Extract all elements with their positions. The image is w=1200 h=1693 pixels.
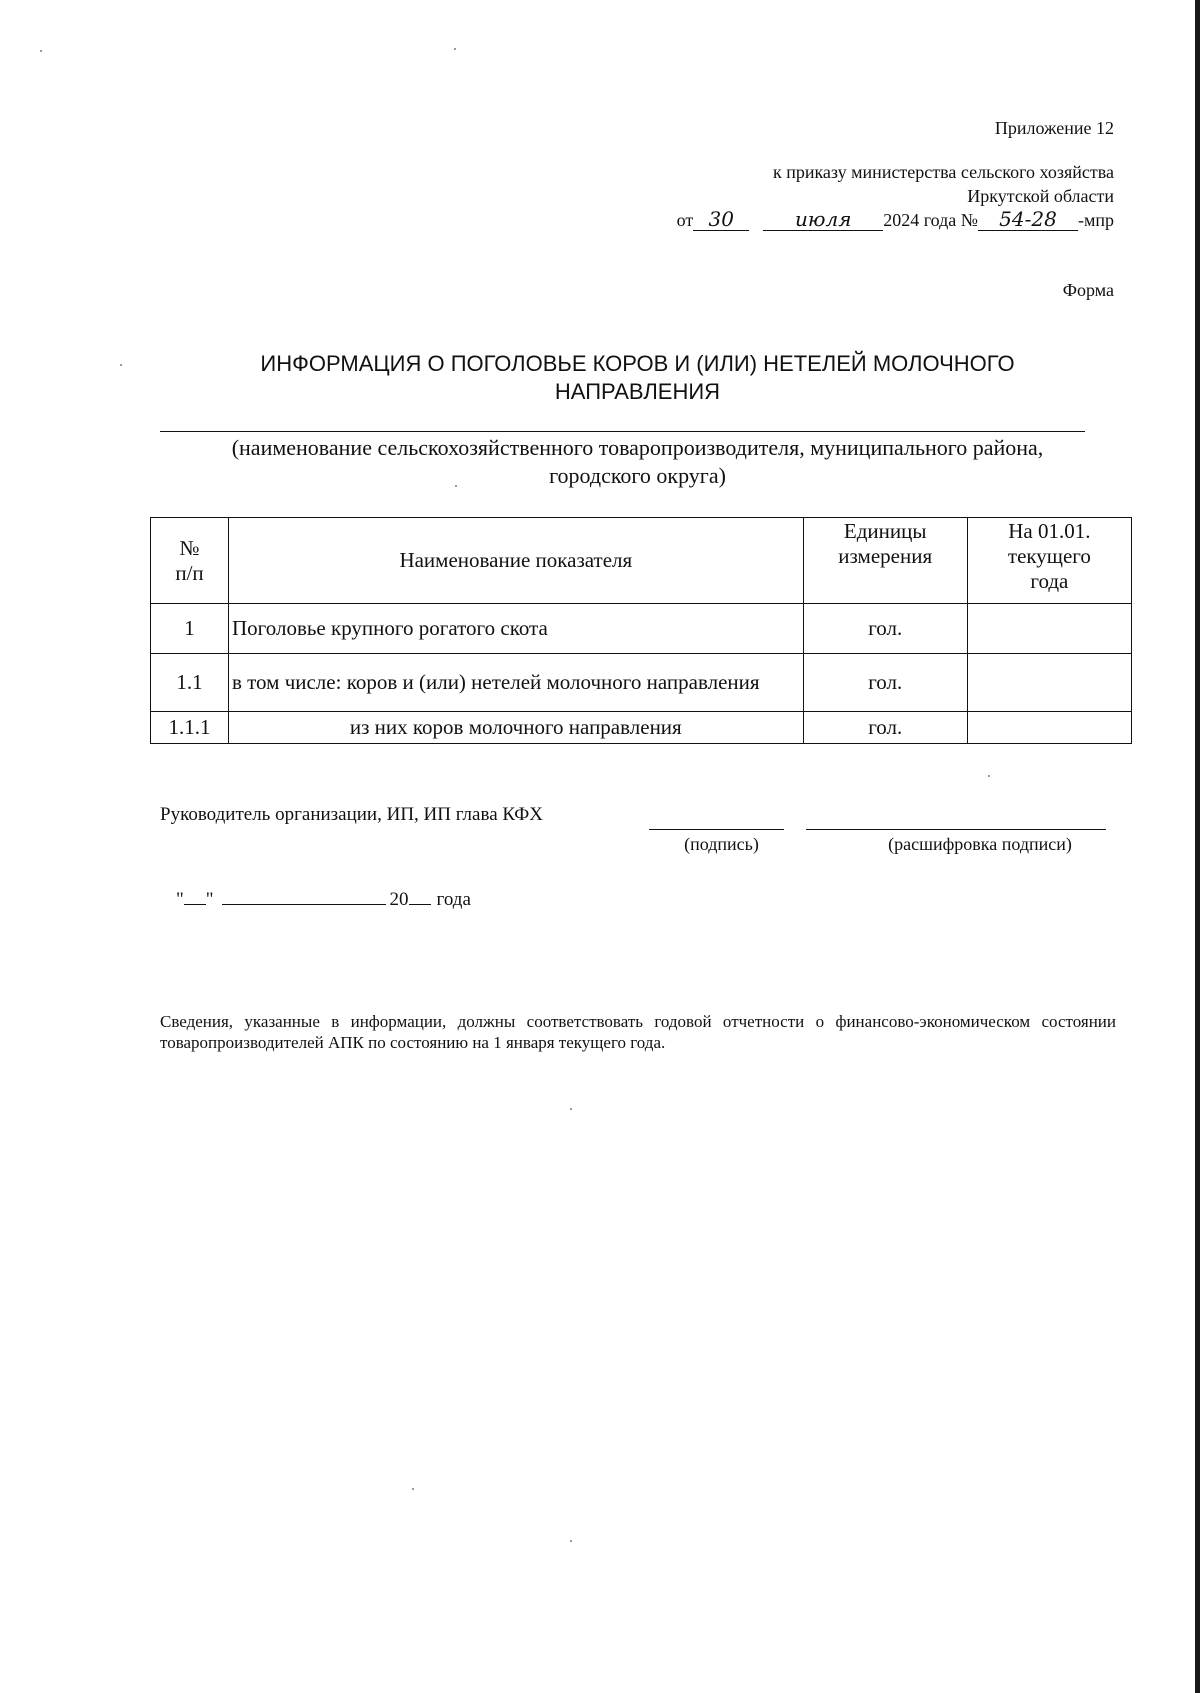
quote-open: " (176, 889, 184, 910)
quote-close: " (205, 889, 214, 910)
header-number-line2: п/п (175, 560, 204, 585)
header-value-line3: года (1030, 569, 1069, 593)
appendix-label: Приложение 12 (994, 118, 1114, 138)
document-title (160, 350, 1115, 406)
title-line1: ИНФОРМАЦИЯ О ПОГОЛОВЬЕ КОРОВ И (ИЛИ) НЕТЕЛЕЙ МОЛОЧНОГО (260, 351, 1015, 376)
footnote: Сведения, указанные в информации, должны соответствовать годовой отчетности о финансово-экономическом состоянии товаропроизводителей АПК по состоянию на 1 января текущего года. (160, 1012, 1116, 1052)
scan-speck (988, 775, 990, 777)
row-unit: гол. (803, 604, 967, 654)
handwritten-month: июля (763, 208, 883, 231)
producer-caption (160, 434, 1115, 490)
table-row (151, 712, 1132, 744)
signature-decode-caption: (расшифровка подписи) (888, 834, 1072, 854)
row-number: 1.1.1 (151, 712, 229, 744)
header-indicator-name: Наименование показателя (228, 518, 803, 604)
producer-name-line (160, 431, 1085, 432)
row-value-field[interactable] (967, 654, 1131, 712)
scan-speck (454, 48, 456, 50)
header-unit-line2: измерения (838, 544, 933, 568)
header-number (151, 518, 229, 604)
scan-speck (570, 1540, 572, 1542)
header-unit (803, 518, 967, 604)
scan-speck (412, 1488, 414, 1490)
header-unit-line1: Единицы (843, 519, 927, 543)
order-reference-line1: к приказу министерства сельского хозяйства (772, 162, 1114, 182)
indicators-table (150, 517, 1132, 744)
scan-speck (570, 1108, 572, 1110)
row-indicator-name: Поголовье крупного рогатого скота (228, 604, 803, 654)
header-number-line1: № (179, 535, 200, 560)
scan-speck (120, 364, 122, 366)
signer-label: Руководитель организации, ИП, ИП глава КФХ (160, 804, 543, 825)
scan-speck (40, 50, 42, 52)
signing-date-line (176, 886, 471, 911)
year-prefix: 20 (389, 889, 409, 910)
handwritten-order-number: 54-28 (978, 208, 1078, 231)
header-value-line1: На 01.01. (1008, 519, 1091, 543)
table-row (151, 604, 1132, 654)
date-month-field[interactable] (222, 886, 386, 905)
order-number-suffix: -мпр (1077, 210, 1114, 230)
row-indicator-name: из них коров молочного направления (228, 712, 803, 744)
producer-caption-line2: городского округа) (549, 463, 726, 488)
table-header-row (151, 518, 1132, 604)
header-value (967, 518, 1131, 604)
signature-field[interactable] (649, 829, 784, 830)
order-year: 2024 года № (883, 210, 978, 230)
year-suffix: года (436, 889, 471, 910)
signature-decode-field[interactable] (806, 829, 1106, 830)
order-reference-line2: Иркутской области (967, 186, 1114, 206)
row-unit: гол. (803, 654, 967, 712)
form-label: Форма (1062, 280, 1114, 300)
row-unit: гол. (803, 712, 967, 744)
date-year-field[interactable] (409, 886, 431, 905)
signature-caption: (подпись) (684, 834, 759, 854)
date-day-field[interactable] (184, 886, 206, 905)
approval-header (594, 116, 1114, 232)
row-number: 1.1 (151, 654, 229, 712)
scan-edge (1195, 0, 1200, 1693)
row-indicator-name: в том числе: коров и (или) нетелей молочного направления (228, 654, 803, 712)
order-date-line (594, 208, 1114, 232)
table-row (151, 654, 1132, 712)
row-value-field[interactable] (967, 712, 1131, 744)
row-number: 1 (151, 604, 229, 654)
header-value-line2: текущего (1007, 544, 1091, 568)
date-prefix: от (676, 210, 694, 230)
title-line2: НАПРАВЛЕНИЯ (554, 379, 721, 404)
row-value-field[interactable] (967, 604, 1131, 654)
producer-caption-line1: (наименование сельскохозяйственного товаропроизводителя, муниципального района, (231, 435, 1044, 460)
handwritten-day: 30 (693, 208, 749, 231)
